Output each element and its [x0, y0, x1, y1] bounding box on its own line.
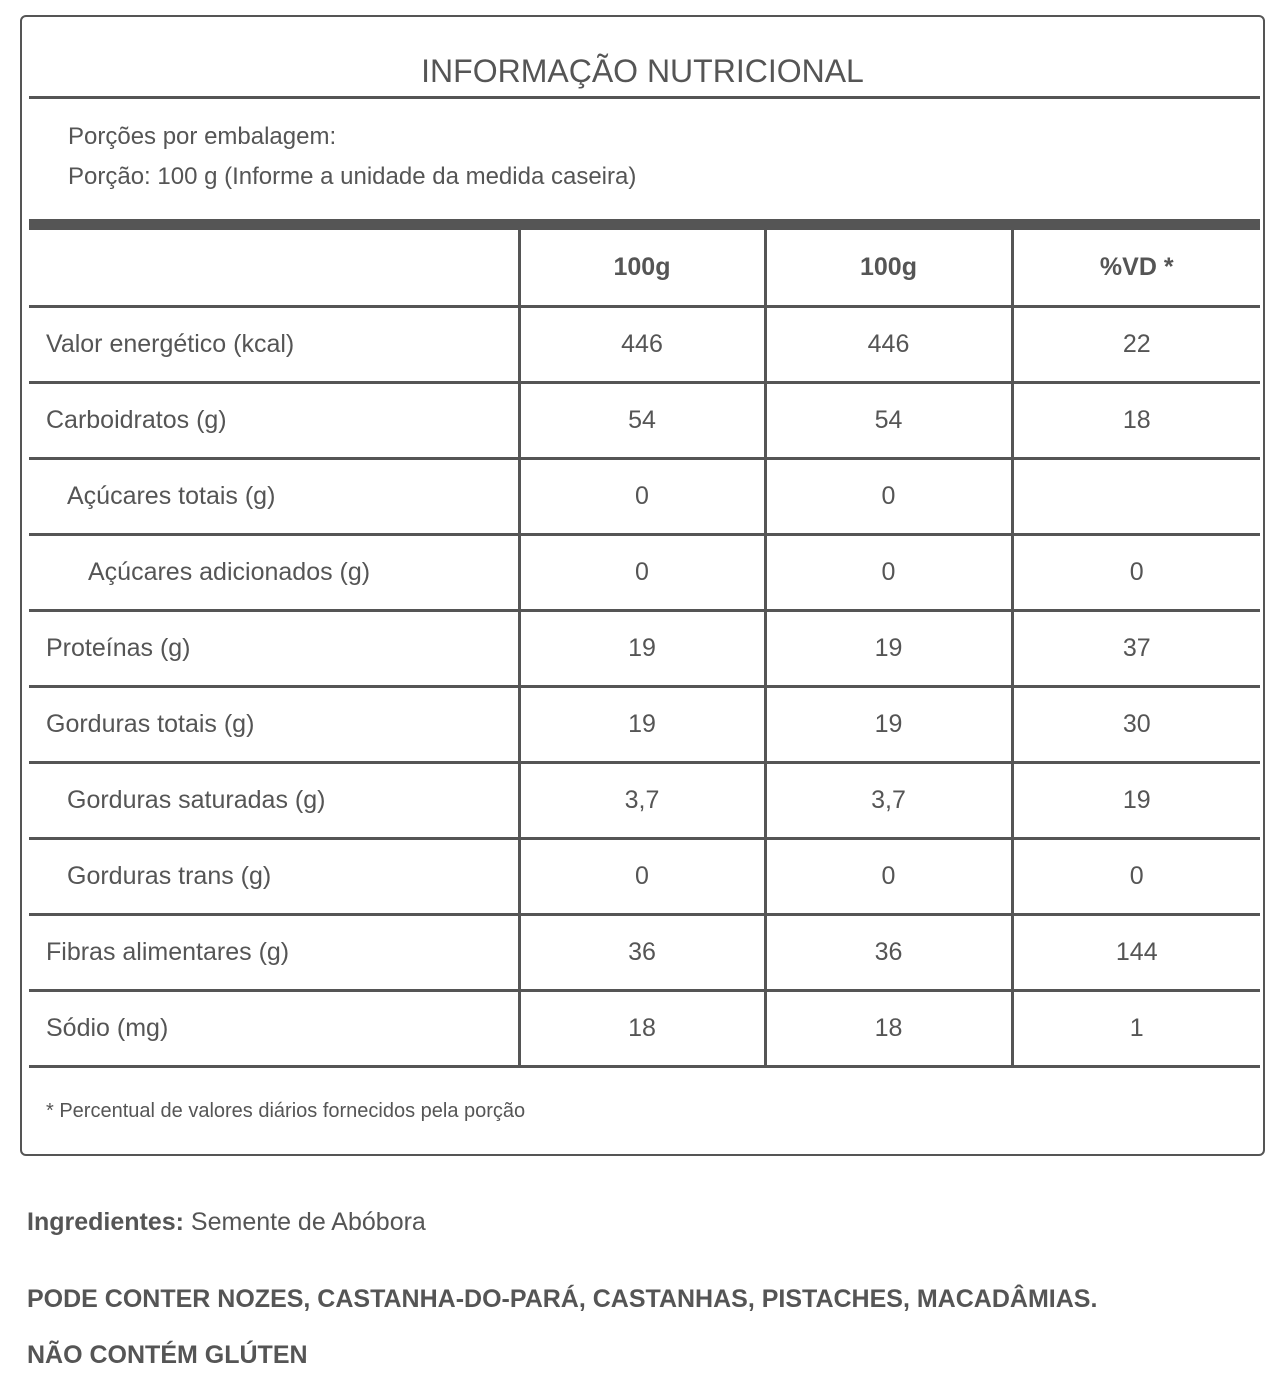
header-portion: 100g	[765, 230, 1012, 307]
table-row	[29, 687, 1260, 763]
gluten-warning: NÃO CONTÉM GLÚTEN	[27, 1341, 308, 1369]
nutrient-name: Valor energético (kcal)	[29, 307, 519, 383]
table-row	[29, 459, 1260, 535]
nutrient-name: Açúcares adicionados (g)	[29, 535, 519, 611]
value-100g: 0	[519, 839, 765, 915]
value-portion: 3,7	[765, 763, 1012, 839]
value-vd: 19	[1012, 763, 1260, 839]
header-nutrient	[29, 230, 519, 307]
footnote: * Percentual de valores diários fornecidos pela porção	[46, 1100, 526, 1122]
table-row	[29, 991, 1260, 1067]
divider	[29, 96, 1260, 99]
value-vd: 30	[1012, 687, 1260, 763]
panel-title: INFORMAÇÃO NUTRICIONAL	[421, 53, 864, 89]
nutrient-name: Gorduras trans (g)	[29, 839, 519, 915]
value-portion: 36	[765, 915, 1012, 991]
header-100g: 100g	[519, 230, 765, 307]
value-100g: 446	[519, 307, 765, 383]
serving-size: Porção: 100 g (Informe a unidade da medida caseira)	[68, 163, 637, 190]
nutrient-name: Fibras alimentares (g)	[29, 915, 519, 991]
nutrient-name: Gorduras saturadas (g)	[29, 763, 519, 839]
value-portion: 0	[765, 459, 1012, 535]
nutrient-name: Sódio (mg)	[29, 991, 519, 1067]
table-row	[29, 383, 1260, 459]
ingredients-label: Ingredientes:	[27, 1208, 184, 1236]
value-100g: 3,7	[519, 763, 765, 839]
value-100g: 0	[519, 535, 765, 611]
value-100g: 0	[519, 459, 765, 535]
servings-per-package: Porções por embalagem:	[68, 123, 337, 150]
value-100g: 36	[519, 915, 765, 991]
table-row	[29, 307, 1260, 383]
value-portion: 19	[765, 687, 1012, 763]
table-row	[29, 839, 1260, 915]
value-100g: 19	[519, 611, 765, 687]
value-vd: 0	[1012, 535, 1260, 611]
value-vd: 37	[1012, 611, 1260, 687]
value-vd: 18	[1012, 383, 1260, 459]
allergen-warning: PODE CONTER NOZES, CASTANHA-DO-PARÁ, CASTANHAS, PISTACHES, MACADÂMIAS.	[27, 1285, 1098, 1313]
value-100g: 54	[519, 383, 765, 459]
nutrition-table	[29, 230, 1260, 1068]
ingredients	[27, 1208, 426, 1237]
nutrient-name: Açúcares totais (g)	[29, 459, 519, 535]
nutrition-facts-panel	[20, 15, 1265, 1156]
value-vd: 22	[1012, 307, 1260, 383]
value-vd: 1	[1012, 991, 1260, 1067]
table-row	[29, 611, 1260, 687]
value-portion: 446	[765, 307, 1012, 383]
value-portion: 0	[765, 839, 1012, 915]
value-portion: 19	[765, 611, 1012, 687]
value-vd	[1012, 459, 1260, 535]
thick-divider	[29, 219, 1260, 230]
table-row	[29, 915, 1260, 991]
value-vd: 0	[1012, 839, 1260, 915]
value-portion: 54	[765, 383, 1012, 459]
value-100g: 19	[519, 687, 765, 763]
nutrient-name: Gorduras totais (g)	[29, 687, 519, 763]
nutrient-name: Carboidratos (g)	[29, 383, 519, 459]
nutrient-name: Proteínas (g)	[29, 611, 519, 687]
table-header-row	[29, 230, 1260, 307]
table-row	[29, 763, 1260, 839]
value-100g: 18	[519, 991, 765, 1067]
value-portion: 18	[765, 991, 1012, 1067]
table-row	[29, 535, 1260, 611]
value-vd: 144	[1012, 915, 1260, 991]
ingredients-text: Semente de Abóbora	[183, 1208, 426, 1236]
header-vd: %VD *	[1012, 230, 1260, 307]
value-portion: 0	[765, 535, 1012, 611]
